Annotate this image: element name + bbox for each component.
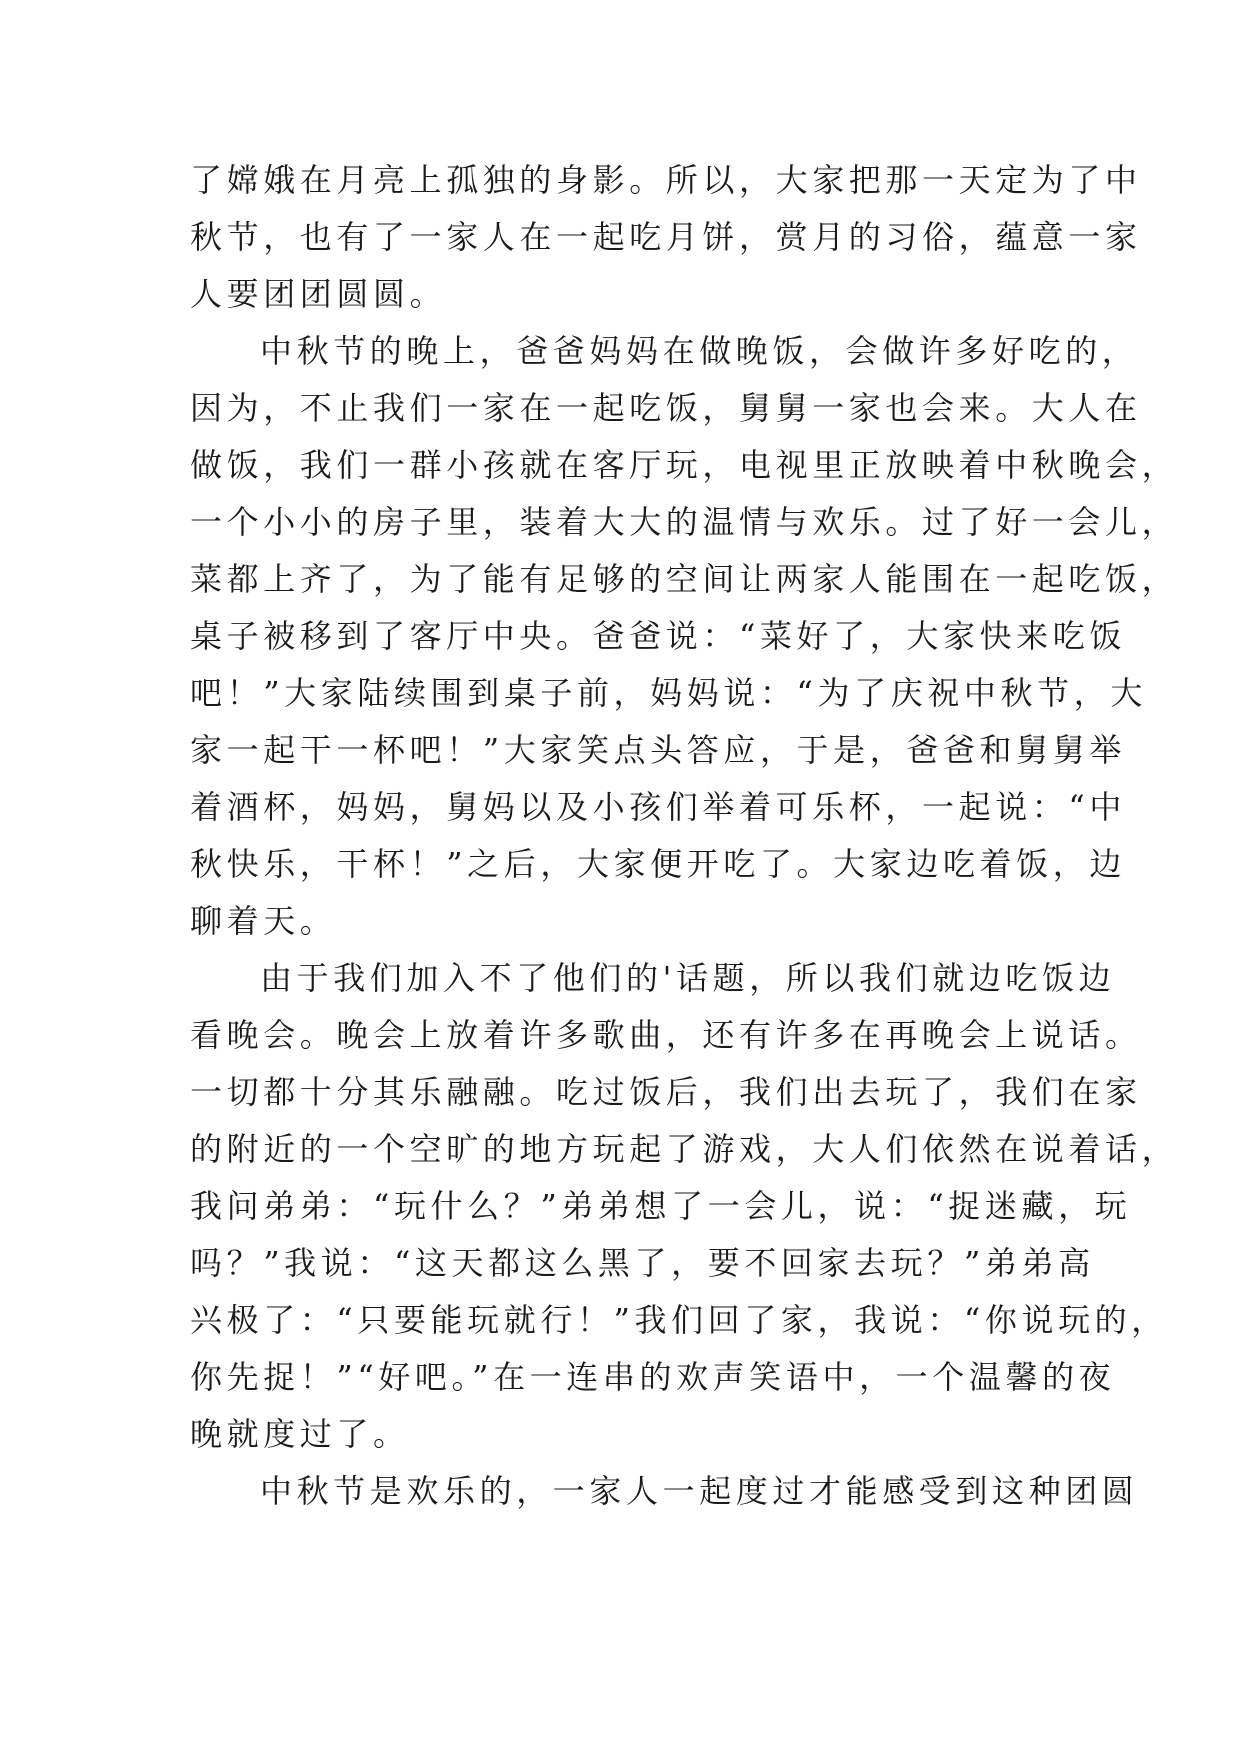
text-line: 桌子被移到了客厅中央。爸爸说：“菜好了，大家快来吃饭 [190, 617, 1126, 655]
text-line: 看晚会。晚会上放着许多歌曲，还有许多在再晚会上说话。 [190, 1016, 1142, 1054]
text-line: 秋节，也有了一家人在一起吃月饼，赏月的习俗，蕴意一家 [190, 218, 1142, 256]
text-line: 因为，不止我们一家在一起吃饭，舅舅一家也会来。大人在 [190, 389, 1142, 427]
text-line: 人要团团圆圆。 [190, 275, 447, 313]
paragraph-4 [190, 1463, 1139, 1520]
text-line: 菜都上齐了，为了能有足够的空间让两家人能围在一起吃饭， [190, 560, 1179, 598]
text-line: 我问弟弟：“玩什么？”弟弟想了一会儿，说：“捉迷藏，玩 [190, 1187, 1132, 1225]
text-line: 兴极了：“只要能玩就行！”我们回了家，我说：“你说玩的， [190, 1301, 1168, 1339]
text-line: 了嫦娥在月亮上孤独的身影。所以，大家把那一天定为了中 [190, 161, 1142, 199]
text-line: 吧！”大家陆续围到桌子前，妈妈说：“为了庆祝中秋节，大 [190, 674, 1147, 712]
text-line: 中秋节的晚上，爸爸妈妈在做晚饭，会做许多好吃的， [260, 332, 1139, 370]
text-line: 你先捉！”“好吧。”在一连串的欢声笑语中，一个温馨的夜 [190, 1358, 1116, 1396]
text-line: 吗？”我说：“这天都这么黑了，要不回家去玩？”弟弟高 [190, 1244, 1095, 1282]
text-line: 家一起干一杯吧！”大家笑点头答应，于是，爸爸和舅舅举 [190, 731, 1126, 769]
paragraph-3 [190, 950, 1179, 1463]
text-line: 一个小小的房子里，装着大大的温情与欢乐。过了好一会儿， [190, 503, 1179, 541]
body-text [190, 152, 1179, 1520]
text-line: 秋快乐，干杯！”之后，大家便开吃了。大家边吃着饭，边 [190, 845, 1126, 883]
paragraph-1 [190, 152, 1142, 323]
text-line: 做饭，我们一群小孩就在客厅玩，电视里正放映着中秋晚会， [190, 446, 1179, 484]
text-line: 一切都十分其乐融融。吃过饭后，我们出去玩了，我们在家 [190, 1073, 1142, 1111]
text-line: 晚就度过了。 [190, 1415, 410, 1453]
text-line: 聊着天。 [190, 902, 337, 940]
text-line: 由于我们加入不了他们的'话题，所以我们就边吃饭边 [260, 959, 1116, 997]
paragraph-2 [190, 323, 1179, 950]
text-line: 的附近的一个空旷的地方玩起了游戏，大人们依然在说着话， [190, 1130, 1179, 1168]
text-line: 着酒杯，妈妈，舅妈以及小孩们举着可乐杯，一起说：“中 [190, 788, 1126, 826]
text-line: 中秋节是欢乐的，一家人一起度过才能感受到这种团圆 [260, 1472, 1139, 1510]
